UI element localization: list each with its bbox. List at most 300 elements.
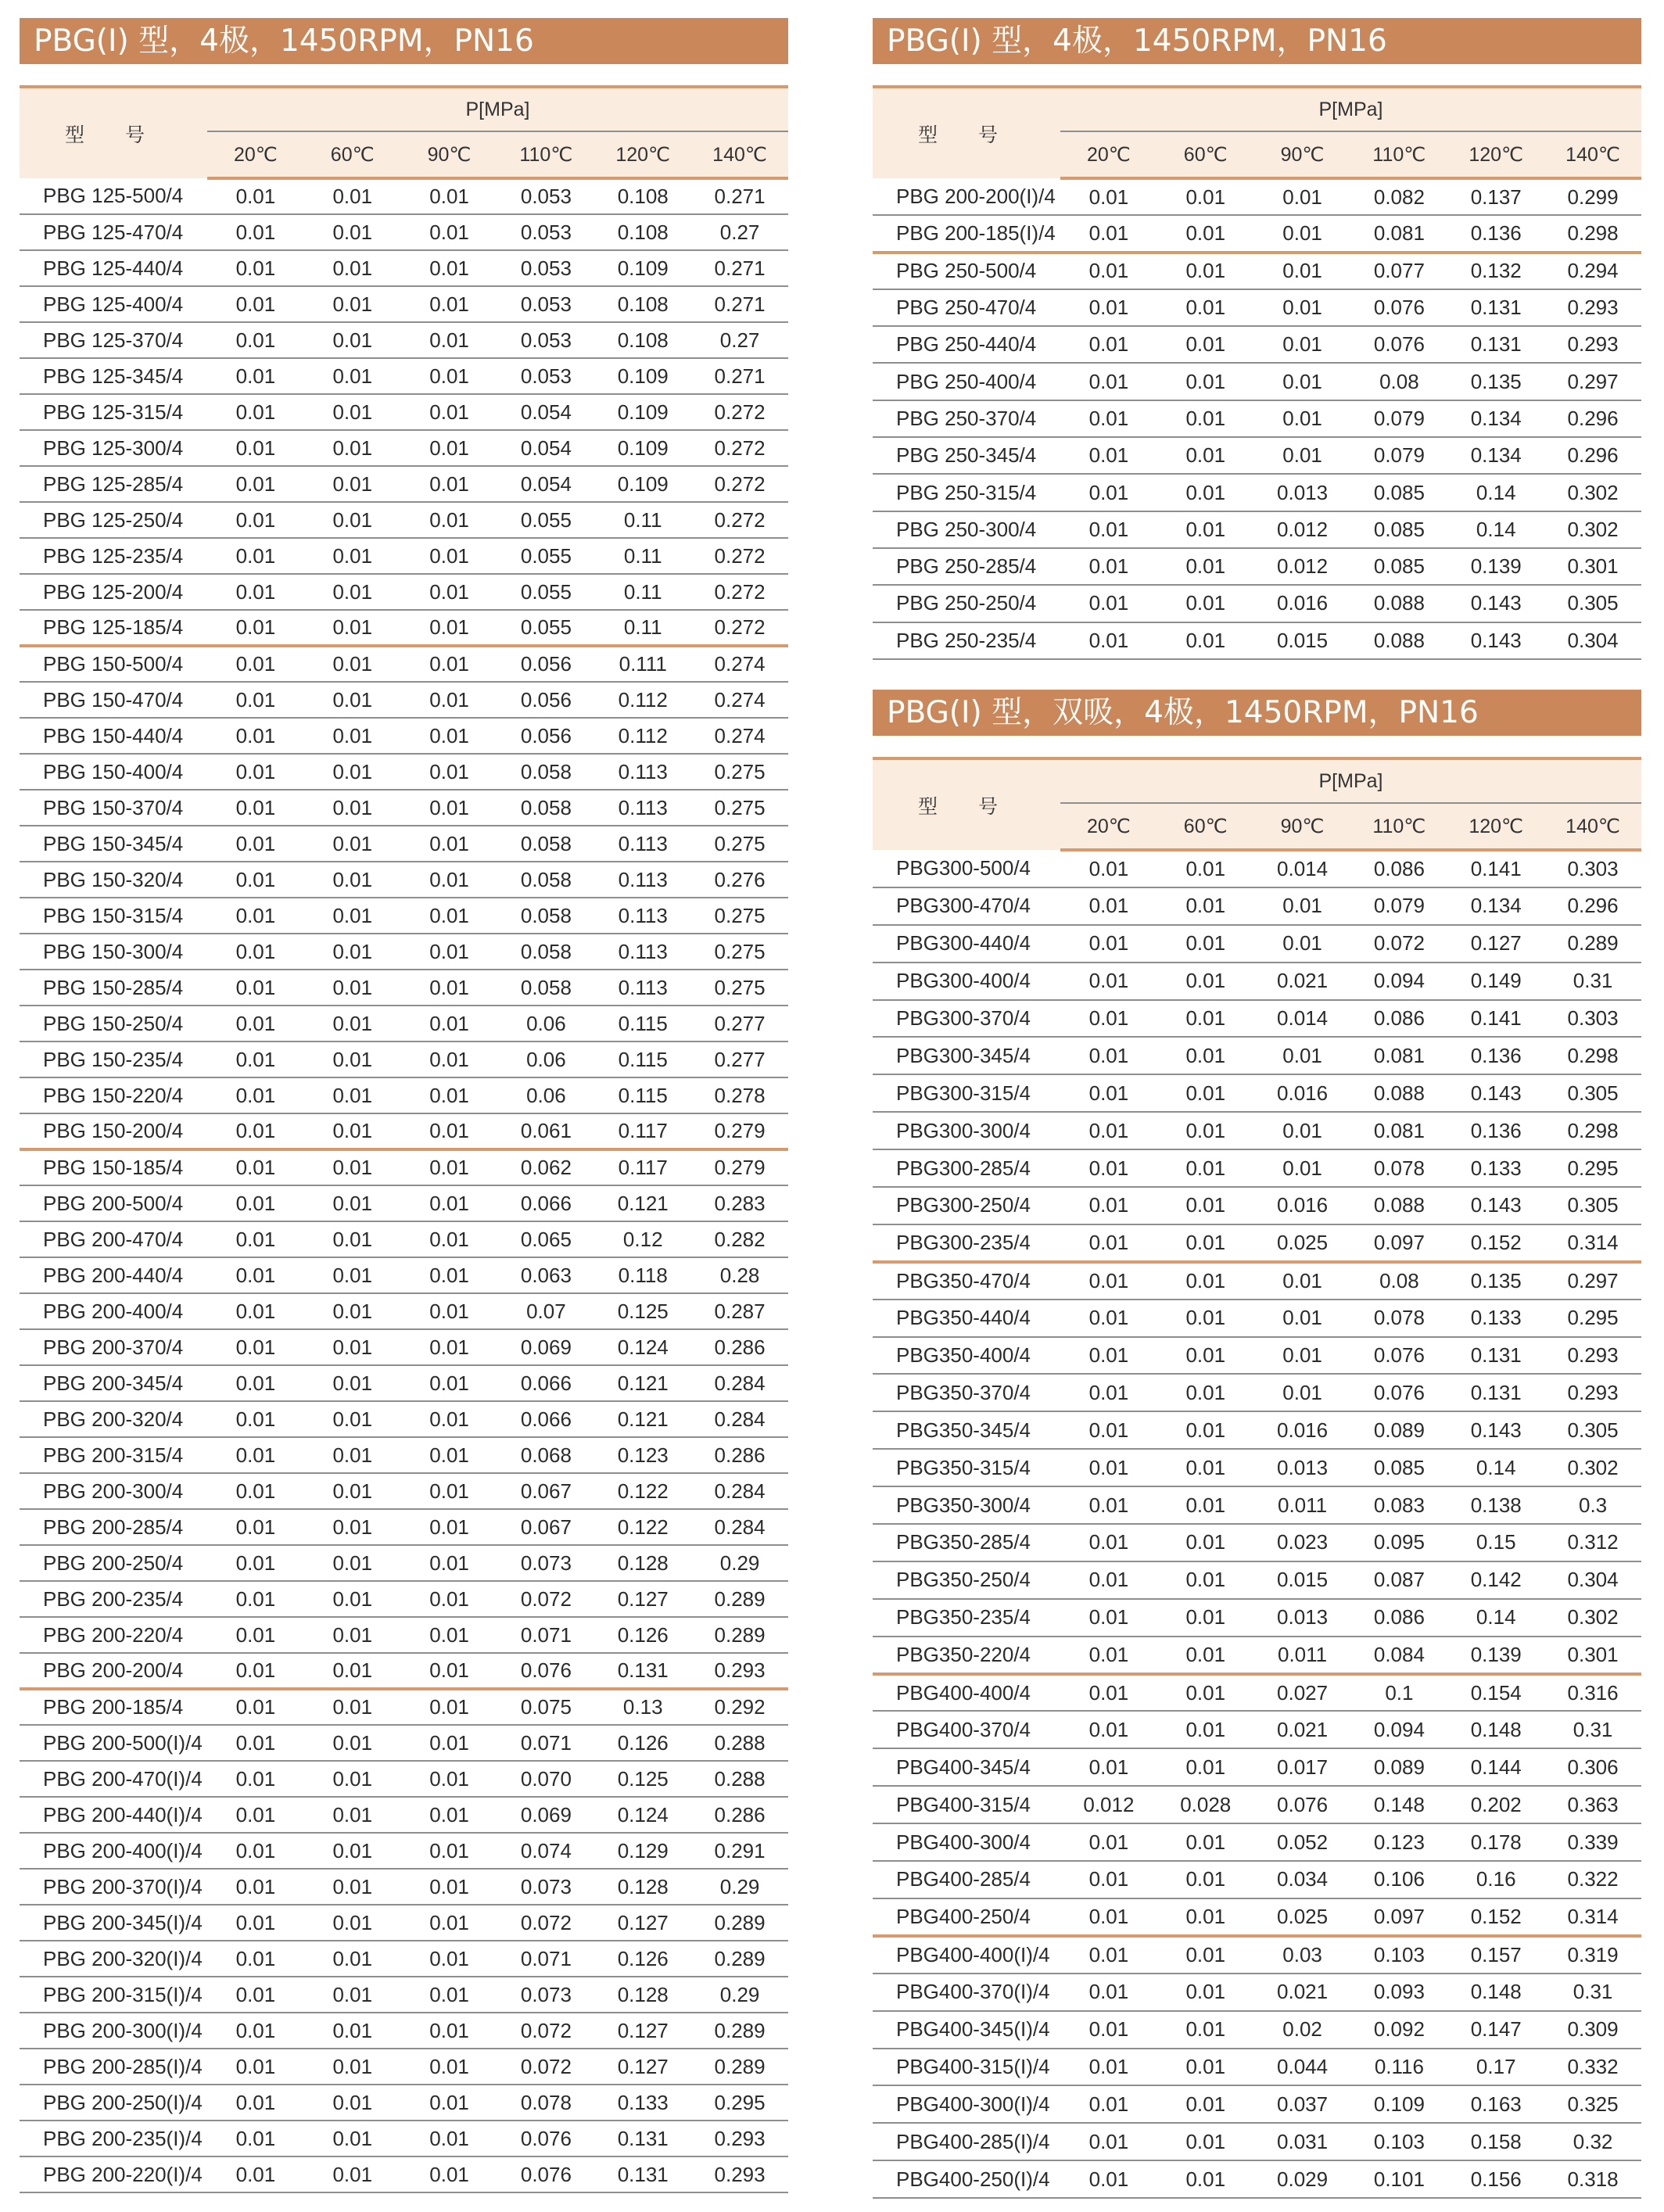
pressure-cell: 0.01 (304, 574, 401, 610)
pressure-cell: 0.069 (497, 1797, 594, 1833)
pressure-cell: 0.289 (691, 2013, 788, 2049)
pressure-cell: 0.01 (1060, 1748, 1157, 1786)
pressure-cell: 0.14 (1447, 511, 1544, 548)
model-cell: PBG 125-470/4 (20, 214, 207, 250)
pressure-cell: 0.01 (304, 358, 401, 394)
pressure-cell: 0.072 (497, 1905, 594, 1941)
right-bottom-table-title: PBG(I) 型，双吸，4极，1450RPM，PN16 (873, 690, 1641, 736)
table-row (873, 548, 1641, 585)
pressure-cell: 0.01 (401, 322, 498, 358)
table-row (873, 1524, 1641, 1561)
pressure-cell: 0.274 (691, 646, 788, 682)
pressure-cell: 0.01 (1157, 1037, 1254, 1074)
pressure-cell: 0.076 (1350, 289, 1447, 326)
pressure-cell: 0.01 (207, 2013, 304, 2049)
pressure-cell: 0.283 (691, 1185, 788, 1221)
pressure-cell: 0.01 (1157, 548, 1254, 585)
pressure-cell: 0.108 (594, 322, 691, 358)
pressure-cell: 0.053 (497, 214, 594, 250)
table-row (20, 574, 788, 610)
table-row (873, 326, 1641, 363)
pressure-cell: 0.01 (207, 250, 304, 286)
table-row (20, 1401, 788, 1437)
pressure-cell: 0.01 (207, 1941, 304, 1977)
pressure-cell: 0.272 (691, 538, 788, 574)
pressure-cell: 0.01 (1254, 363, 1351, 400)
model-cell: PBG400-400/4 (873, 1674, 1060, 1712)
model-cell: PBG 125-370/4 (20, 322, 207, 358)
pressure-cell: 0.286 (691, 1329, 788, 1365)
pressure-cell: 0.303 (1544, 850, 1641, 887)
table-row (873, 511, 1641, 548)
pressure-cell: 0.124 (594, 1329, 691, 1365)
pressure-cell: 0.149 (1447, 963, 1544, 1000)
pressure-cell: 0.01 (401, 646, 498, 682)
table-row (20, 394, 788, 430)
table-row (873, 1711, 1641, 1748)
table-row (20, 214, 788, 250)
pressure-cell: 0.01 (304, 1509, 401, 1545)
pressure-cell: 0.088 (1350, 622, 1447, 659)
table-row (873, 1861, 1641, 1898)
pressure-cell: 0.289 (691, 1581, 788, 1617)
pressure-cell: 0.01 (401, 1473, 498, 1509)
pressure-cell: 0.154 (1447, 1674, 1544, 1712)
pressure-cell: 0.06 (497, 1077, 594, 1113)
left-pressure-table (20, 85, 788, 2193)
pressure-cell: 0.271 (691, 286, 788, 322)
pressure-cell: 0.27 (691, 322, 788, 358)
pressure-cell: 0.01 (401, 934, 498, 970)
pressure-cell: 0.298 (1544, 1037, 1641, 1074)
pressure-cell: 0.121 (594, 1401, 691, 1437)
pressure-cell: 0.01 (1254, 178, 1351, 215)
pressure-cell: 0.318 (1544, 2160, 1641, 2198)
pressure-cell: 0.072 (1350, 925, 1447, 963)
pressure-cell: 0.01 (304, 1365, 401, 1401)
pressure-cell: 0.081 (1350, 215, 1447, 252)
pressure-cell: 0.288 (691, 1761, 788, 1797)
model-cell: PBG300-300/4 (873, 1112, 1060, 1149)
pressure-cell: 0.01 (304, 502, 401, 538)
pressure-cell: 0.01 (1254, 1149, 1351, 1187)
pressure-cell: 0.14 (1447, 1449, 1544, 1486)
pressure-cell: 0.131 (594, 1653, 691, 1689)
table-row (20, 898, 788, 934)
pressure-cell: 0.01 (401, 1113, 498, 1149)
table-row (873, 1786, 1641, 1823)
model-cell: PBG 200-300/4 (20, 1473, 207, 1509)
pressure-cell: 0.061 (497, 1113, 594, 1149)
pressure-cell: 0.01 (207, 1329, 304, 1365)
pressure-cell: 0.01 (1157, 1711, 1254, 1748)
pressure-cell: 0.01 (401, 1437, 498, 1473)
pressure-cell: 0.295 (1544, 1149, 1641, 1187)
pressure-cell: 0.01 (1157, 2160, 1254, 2198)
pressure-cell: 0.01 (1157, 622, 1254, 659)
pressure-cell: 0.01 (1060, 585, 1157, 622)
model-cell: PBG 125-285/4 (20, 466, 207, 502)
model-cell: PBG400-345/4 (873, 1748, 1060, 1786)
pressure-cell: 0.071 (497, 1941, 594, 1977)
pressure-cell: 0.109 (594, 430, 691, 466)
table-row (873, 1936, 1641, 1974)
pressure-cell: 0.128 (594, 1977, 691, 2013)
pressure-cell: 0.063 (497, 1257, 594, 1293)
model-cell: PBG300-500/4 (873, 850, 1060, 887)
pressure-cell: 0.286 (691, 1437, 788, 1473)
model-cell: PBG 150-320/4 (20, 862, 207, 898)
pressure-cell: 0.01 (1157, 1861, 1254, 1898)
table-row (20, 1941, 788, 1977)
pressure-cell: 0.152 (1447, 1898, 1544, 1936)
pressure-cell: 0.03 (1254, 1936, 1351, 1974)
pressure-cell: 0.01 (1157, 1337, 1254, 1375)
table-row (20, 2013, 788, 2049)
pressure-cell: 0.01 (207, 934, 304, 970)
temp-header-20: 20℃ (1060, 131, 1157, 178)
pressure-cell: 0.062 (497, 1149, 594, 1185)
pressure-cell: 0.01 (207, 358, 304, 394)
pressure-cell: 0.113 (594, 826, 691, 862)
model-cell: PBG400-400(I)/4 (873, 1936, 1060, 1974)
pressure-cell: 0.01 (401, 1833, 498, 1869)
pressure-cell: 0.071 (497, 1617, 594, 1653)
model-cell: PBG400-300/4 (873, 1823, 1060, 1861)
table-row (20, 2156, 788, 2192)
model-cell: PBG 125-400/4 (20, 286, 207, 322)
pressure-cell: 0.305 (1544, 1074, 1641, 1112)
pressure-cell: 0.092 (1350, 2011, 1447, 2049)
table-row (873, 850, 1641, 887)
pressure-cell: 0.111 (594, 646, 691, 682)
pressure-cell: 0.108 (594, 286, 691, 322)
pressure-cell: 0.294 (1544, 253, 1641, 289)
pressure-cell: 0.076 (497, 1653, 594, 1689)
pressure-cell: 0.015 (1254, 622, 1351, 659)
pressure-cell: 0.01 (207, 214, 304, 250)
model-cell: PBG400-370/4 (873, 1711, 1060, 1748)
pressure-cell: 0.01 (401, 1941, 498, 1977)
pressure-cell: 0.01 (207, 1509, 304, 1545)
table-row (20, 1869, 788, 1905)
pressure-cell: 0.058 (497, 826, 594, 862)
pressure-cell: 0.053 (497, 322, 594, 358)
table-row (873, 2123, 1641, 2160)
pressure-cell: 0.071 (497, 1725, 594, 1761)
model-cell: PBG 200-235(I)/4 (20, 2121, 207, 2156)
pressure-cell: 0.01 (1254, 215, 1351, 252)
pressure-cell: 0.284 (691, 1365, 788, 1401)
model-cell: PBG400-250(I)/4 (873, 2160, 1060, 2198)
pressure-cell: 0.01 (304, 1941, 401, 1977)
table-row (20, 1689, 788, 1725)
table-row (873, 1112, 1641, 1149)
table-row (20, 790, 788, 826)
pressure-cell: 0.295 (1544, 1300, 1641, 1337)
pressure-cell: 0.01 (401, 790, 498, 826)
pressure-cell: 0.136 (1447, 1037, 1544, 1074)
pressure-cell: 0.01 (401, 574, 498, 610)
pressure-cell: 0.01 (1060, 1637, 1157, 1674)
pressure-cell: 0.133 (1447, 1300, 1544, 1337)
pressure-cell: 0.07 (497, 1293, 594, 1329)
model-cell: PBG 125-300/4 (20, 430, 207, 466)
pressure-cell: 0.01 (207, 790, 304, 826)
pressure-cell: 0.11 (594, 502, 691, 538)
pressure-cell: 0.087 (1350, 1561, 1447, 1599)
pressure-cell: 0.058 (497, 754, 594, 790)
pressure-cell: 0.01 (304, 790, 401, 826)
pressure-cell: 0.01 (207, 826, 304, 862)
pressure-cell: 0.01 (304, 1006, 401, 1041)
pressure-cell: 0.142 (1447, 1561, 1544, 1599)
model-cell: PBG 200-200/4 (20, 1653, 207, 1689)
model-cell: PBG 250-250/4 (873, 585, 1060, 622)
pressure-cell: 0.202 (1447, 1786, 1544, 1823)
pressure-cell: 0.01 (1060, 1823, 1157, 1861)
pressure-cell: 0.118 (594, 1257, 691, 1293)
table-row (873, 585, 1641, 622)
pressure-cell: 0.01 (207, 1365, 304, 1401)
pressure-cell: 0.01 (1157, 1374, 1254, 1411)
right-top-pressure-table (873, 85, 1641, 660)
pressure-cell: 0.01 (1060, 1524, 1157, 1561)
pressure-cell: 0.093 (1350, 1974, 1447, 2011)
pressure-cell: 0.01 (1060, 400, 1157, 437)
table-row (20, 1329, 788, 1365)
pressure-cell: 0.01 (1157, 2011, 1254, 2049)
pressure-cell: 0.078 (497, 2085, 594, 2121)
model-cell: PBG350-345/4 (873, 1411, 1060, 1449)
pressure-cell: 0.097 (1350, 1898, 1447, 1936)
table-row (20, 1113, 788, 1149)
pressure-cell: 0.013 (1254, 474, 1351, 511)
pressure-cell: 0.01 (1157, 1823, 1254, 1861)
pressure-cell: 0.01 (1157, 178, 1254, 215)
pressure-cell: 0.128 (594, 1545, 691, 1581)
pressure-cell: 0.065 (497, 1221, 594, 1257)
pressure-cell: 0.272 (691, 466, 788, 502)
pressure-cell: 0.297 (1544, 363, 1641, 400)
pressure-cell: 0.01 (1060, 1000, 1157, 1038)
temp-header-20: 20℃ (1060, 803, 1157, 850)
pressure-cell: 0.113 (594, 970, 691, 1006)
pressure-cell: 0.01 (1157, 585, 1254, 622)
pressure-cell: 0.125 (594, 1761, 691, 1797)
model-cell: PBG 150-300/4 (20, 934, 207, 970)
pressure-cell: 0.01 (304, 2121, 401, 2156)
temp-header-90: 90℃ (1254, 131, 1351, 178)
pressure-cell: 0.01 (1060, 437, 1157, 474)
table-row (873, 2085, 1641, 2123)
table-row (873, 1037, 1641, 1074)
pressure-cell: 0.01 (304, 1617, 401, 1653)
table-row (20, 1473, 788, 1509)
table-row (873, 1599, 1641, 1637)
pressure-cell: 0.053 (497, 286, 594, 322)
pressure-cell: 0.01 (304, 1689, 401, 1725)
pressure-cell: 0.01 (1060, 1449, 1157, 1486)
pressure-cell: 0.129 (594, 1833, 691, 1869)
model-cell: PBG 200-470(I)/4 (20, 1761, 207, 1797)
pressure-cell: 0.272 (691, 394, 788, 430)
pressure-cell: 0.058 (497, 934, 594, 970)
pressure-cell: 0.094 (1350, 963, 1447, 1000)
pressure-cell: 0.01 (401, 610, 498, 646)
model-cell: PBG 200-250/4 (20, 1545, 207, 1581)
pressure-cell: 0.014 (1254, 1000, 1351, 1038)
right-top-table-title: PBG(I) 型，4极，1450RPM，PN16 (873, 18, 1641, 64)
pressure-cell: 0.272 (691, 430, 788, 466)
pressure-cell: 0.01 (1157, 925, 1254, 963)
pressure-cell: 0.12 (594, 1221, 691, 1257)
model-cell: PBG 200-300(I)/4 (20, 2013, 207, 2049)
pressure-cell: 0.305 (1544, 1411, 1641, 1449)
pressure-cell: 0.079 (1350, 887, 1447, 925)
pressure-cell: 0.06 (497, 1041, 594, 1077)
pressure-cell: 0.109 (1350, 2085, 1447, 2123)
pressure-cell: 0.01 (1254, 1262, 1351, 1300)
pressure-cell: 0.078 (1350, 1149, 1447, 1187)
pressure-cell: 0.079 (1350, 437, 1447, 474)
pressure-cell: 0.016 (1254, 1187, 1351, 1224)
pressure-cell: 0.01 (304, 250, 401, 286)
pressure-cell: 0.01 (401, 430, 498, 466)
pressure-cell: 0.012 (1060, 1786, 1157, 1823)
pressure-cell: 0.01 (207, 1833, 304, 1869)
pressure-cell: 0.289 (691, 1617, 788, 1653)
table-row (873, 1224, 1641, 1262)
pressure-cell: 0.115 (594, 1006, 691, 1041)
table-row (20, 754, 788, 790)
pressure-cell: 0.01 (304, 538, 401, 574)
pressure-cell: 0.085 (1350, 474, 1447, 511)
pressure-cell: 0.01 (1254, 925, 1351, 963)
pressure-cell: 0.01 (1060, 289, 1157, 326)
table-row (20, 430, 788, 466)
model-cell: PBG 200-220/4 (20, 1617, 207, 1653)
pressure-cell: 0.01 (304, 1257, 401, 1293)
pressure-cell: 0.01 (304, 1653, 401, 1689)
pressure-cell: 0.163 (1447, 2085, 1544, 2123)
pressure-cell: 0.01 (401, 178, 498, 214)
pressure-cell: 0.01 (1254, 1037, 1351, 1074)
pressure-cell: 0.115 (594, 1077, 691, 1113)
pressure-cell: 0.113 (594, 898, 691, 934)
pressure-cell: 0.058 (497, 862, 594, 898)
pressure-cell: 0.072 (497, 2049, 594, 2085)
pressure-cell: 0.304 (1544, 1561, 1641, 1599)
pressure-cell: 0.012 (1254, 548, 1351, 585)
pressure-cell: 0.01 (207, 1725, 304, 1761)
pressure-cell: 0.126 (594, 1941, 691, 1977)
pressure-cell: 0.127 (594, 1905, 691, 1941)
pressure-cell: 0.289 (691, 2049, 788, 2085)
model-cell: PBG300-235/4 (873, 1224, 1060, 1262)
table-row (20, 1725, 788, 1761)
pressure-cell: 0.01 (207, 754, 304, 790)
pressure-cell: 0.01 (1157, 1262, 1254, 1300)
model-cell: PBG300-285/4 (873, 1149, 1060, 1187)
pressure-cell: 0.01 (304, 2156, 401, 2192)
model-cell: PBG 200-470/4 (20, 1221, 207, 1257)
pressure-cell: 0.01 (207, 466, 304, 502)
pressure-cell: 0.01 (401, 1185, 498, 1221)
model-cell: PBG300-400/4 (873, 963, 1060, 1000)
model-cell: PBG 200-285(I)/4 (20, 2049, 207, 2085)
pressure-cell: 0.016 (1254, 585, 1351, 622)
pressure-cell: 0.297 (1544, 1262, 1641, 1300)
pressure-cell: 0.01 (1157, 1187, 1254, 1224)
pressure-cell: 0.01 (304, 1761, 401, 1797)
pressure-cell: 0.298 (1544, 215, 1641, 252)
pressure-cell: 0.01 (207, 2085, 304, 2121)
table-row (873, 2049, 1641, 2086)
table-row (20, 2121, 788, 2156)
pressure-cell: 0.271 (691, 178, 788, 214)
pressure-cell: 0.01 (304, 1797, 401, 1833)
table-row (873, 2011, 1641, 2049)
model-cell: PBG400-345(I)/4 (873, 2011, 1060, 2049)
table-row (20, 358, 788, 394)
table-row (20, 826, 788, 862)
model-cell: PBG 250-235/4 (873, 622, 1060, 659)
pressure-cell: 0.112 (594, 718, 691, 754)
model-cell: PBG350-300/4 (873, 1486, 1060, 1524)
pressure-cell: 0.143 (1447, 1411, 1544, 1449)
pressure-cell: 0.1 (1350, 1674, 1447, 1712)
table-row (20, 250, 788, 286)
pressure-cell: 0.01 (1060, 1262, 1157, 1300)
model-cell: PBG 150-235/4 (20, 1041, 207, 1077)
pressure-cell: 0.293 (691, 2156, 788, 2192)
pressure-cell: 0.101 (1350, 2160, 1447, 2198)
pressure-cell: 0.126 (594, 1617, 691, 1653)
pressure-cell: 0.01 (207, 1617, 304, 1653)
table-row (20, 538, 788, 574)
pressure-cell: 0.01 (304, 2013, 401, 2049)
pressure-cell: 0.01 (401, 1653, 498, 1689)
pressure-cell: 0.054 (497, 466, 594, 502)
pressure-cell: 0.01 (1157, 1898, 1254, 1936)
pressure-cell: 0.01 (401, 502, 498, 538)
pressure-cell: 0.034 (1254, 1861, 1351, 1898)
table-row (20, 1149, 788, 1185)
temp-header-110: 110℃ (1350, 803, 1447, 850)
pressure-cell: 0.01 (304, 1041, 401, 1077)
pressure-cell: 0.31 (1544, 963, 1641, 1000)
pressure-cell: 0.01 (1060, 1861, 1157, 1898)
pressure-cell: 0.01 (1157, 363, 1254, 400)
pressure-cell: 0.01 (1157, 1074, 1254, 1112)
pressure-cell: 0.01 (401, 1905, 498, 1941)
pressure-cell: 0.072 (497, 2013, 594, 2049)
pressure-cell: 0.275 (691, 898, 788, 934)
pressure-cell: 0.272 (691, 502, 788, 538)
pressure-cell: 0.011 (1254, 1637, 1351, 1674)
pressure-cell: 0.01 (1157, 2049, 1254, 2086)
pressure-cell: 0.148 (1447, 1711, 1544, 1748)
pressure-cell: 0.076 (1350, 1337, 1447, 1375)
table-row (873, 1974, 1641, 2011)
pressure-cell: 0.01 (207, 1869, 304, 1905)
table-row (873, 2160, 1641, 2198)
model-cell: PBG 200-440(I)/4 (20, 1797, 207, 1833)
pressure-cell: 0.275 (691, 934, 788, 970)
pressure-cell: 0.01 (304, 214, 401, 250)
pressure-cell: 0.058 (497, 970, 594, 1006)
